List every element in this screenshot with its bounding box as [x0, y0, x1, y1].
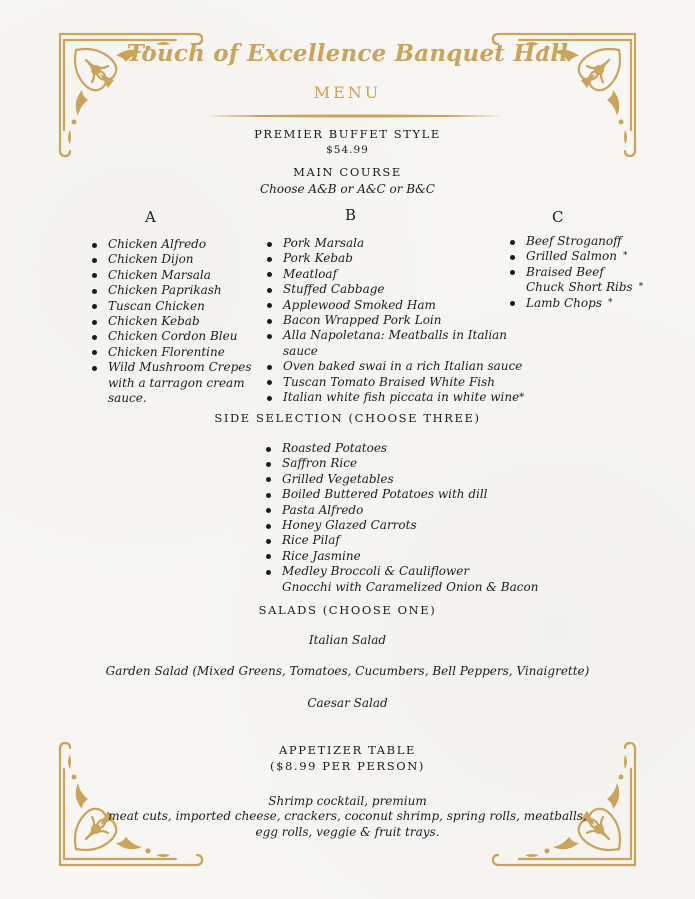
list-item: Oven baked swai in a rich Italian sauce — [283, 359, 543, 374]
list-item: Pasta Alfredo — [282, 503, 562, 518]
sides-heading: SIDE SELECTION (CHOOSE THREE) — [214, 411, 481, 425]
list-item: Meatloaf — [283, 267, 543, 282]
list-item: Stuffed Cabbage — [283, 282, 543, 297]
list-item: Chicken Alfredo — [108, 237, 256, 252]
column-b-list — [283, 236, 543, 405]
page-title: Touch of Excellence Banquet Hall — [126, 40, 569, 67]
list-item: Grilled Vegetables — [282, 472, 562, 487]
list-item: Chicken Cordon Bleu — [108, 329, 256, 344]
main-course-heading: MAIN COURSE — [293, 165, 402, 179]
list-item: Grilled Salmon * — [526, 249, 646, 264]
list-item: Alla Napoletana: Meatballs in Italian sauce — [283, 328, 543, 359]
column-c-letter: C — [552, 208, 564, 226]
list-item: Boiled Buttered Potatoes with dill — [282, 487, 562, 502]
list-item: Italian white fish piccata in white wine* — [283, 390, 543, 405]
list-item: Chicken Dijon — [108, 252, 256, 267]
sides-list — [282, 441, 562, 595]
star-mark: * — [607, 297, 613, 308]
list-item: Bacon Wrapped Pork Loin — [283, 313, 543, 328]
list-item: Rice Jasmine — [282, 549, 562, 564]
appetizer-line: meat cuts, imported cheese, crackers, coconut shrimp, spring rolls, meatballs, — [108, 809, 587, 823]
menu-label: MENU — [313, 83, 382, 102]
column-b-letter: B — [345, 206, 357, 224]
star-mark: * — [638, 282, 644, 293]
list-item: Wild Mushroom Crepes with a tarragon cream sauce. — [108, 360, 256, 406]
salad-item: Caesar Salad — [307, 696, 388, 710]
star-mark: * — [622, 251, 628, 262]
list-item: Medley Broccoli & Cauliflower — [282, 564, 562, 579]
list-item: Saffron Rice — [282, 456, 562, 471]
list-item: Tuscan Tomato Braised White Fish — [283, 375, 543, 390]
list-item: Chicken Marsala — [108, 268, 256, 283]
list-item: Lamb Chops * — [526, 296, 646, 311]
appetizer-line: egg rolls, veggie & fruit trays. — [255, 825, 440, 839]
star-mark: * — [519, 392, 525, 404]
appetizer-price: ($8.99 PER PERSON) — [270, 759, 425, 773]
list-item: Pork Marsala — [283, 236, 543, 251]
list-item: Tuscan Chicken — [108, 299, 256, 314]
salad-item: Garden Salad (Mixed Greens, Tomatoes, Cucumbers, Bell Peppers, Vinaigrette) — [105, 664, 590, 678]
buffet-price: $54.99 — [326, 144, 369, 156]
list-item: Honey Glazed Carrots — [282, 518, 562, 533]
divider-flourish-icon — [205, 113, 505, 119]
list-item: Pork Kebab — [283, 251, 543, 266]
list-item: Chicken Paprikash — [108, 283, 256, 298]
column-a-list — [108, 237, 256, 406]
list-item: Roasted Potatoes — [282, 441, 562, 456]
list-item: Braised Beef Chuck Short Ribs * — [526, 265, 646, 296]
main-course-instruction: Choose A&B or A&C or B&C — [260, 182, 435, 196]
list-item: Beef Stroganoff — [526, 234, 646, 249]
salads-heading: SALADS (CHOOSE ONE) — [258, 603, 437, 617]
list-item: Gnocchi with Caramelized Onion & Bacon — [282, 579, 539, 594]
list-item: Chicken Florentine — [108, 345, 256, 360]
salad-item: Italian Salad — [308, 633, 387, 647]
column-a-letter: A — [145, 208, 156, 226]
appetizer-line: Shrimp cocktail, premium — [268, 794, 427, 808]
appetizer-heading: APPETIZER TABLE — [279, 743, 416, 757]
column-c-list — [526, 234, 646, 311]
list-item: Applewood Smoked Ham — [283, 298, 543, 313]
list-item: Chicken Kebab — [108, 314, 256, 329]
list-item: Rice Pilaf — [282, 533, 562, 548]
buffet-name: PREMIER BUFFET STYLE — [254, 127, 441, 141]
